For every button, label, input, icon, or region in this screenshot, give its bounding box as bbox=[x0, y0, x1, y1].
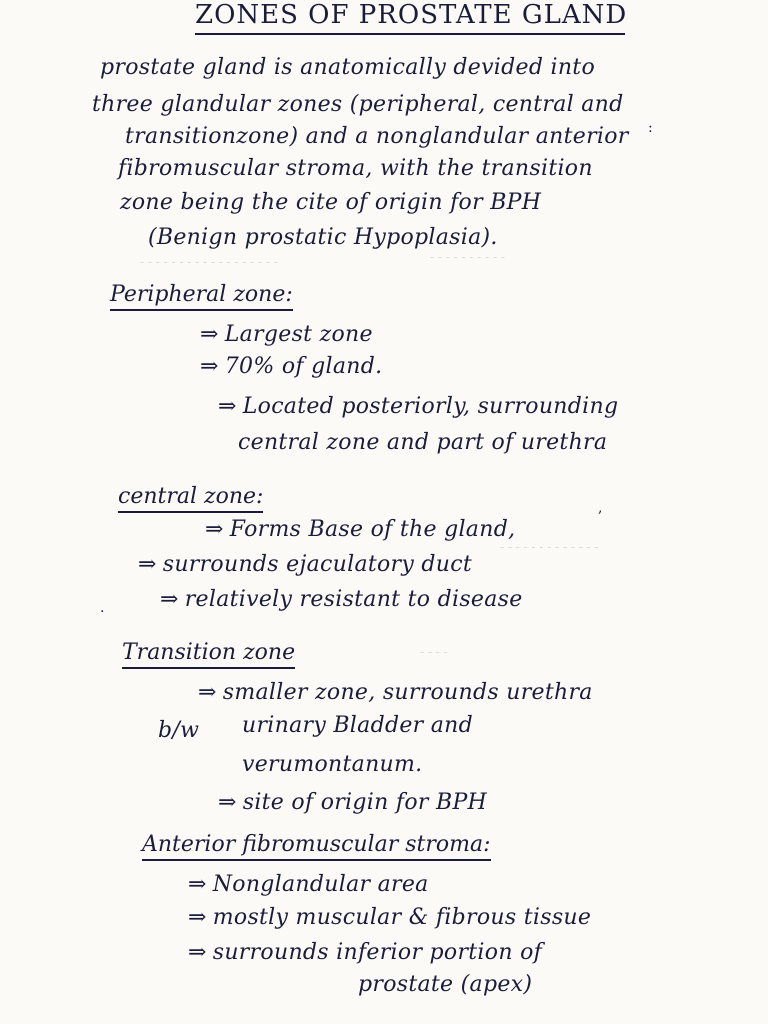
arrow-icon: ⇒ bbox=[138, 552, 157, 577]
bullet-continuation: prostate (apex) bbox=[358, 972, 533, 997]
bullet-text: Largest zone bbox=[224, 322, 373, 347]
stray-mark: . bbox=[100, 600, 105, 616]
bullet-item bbox=[218, 394, 618, 419]
intro-line: (Benign prostatic Hypoplasia). bbox=[148, 225, 498, 250]
arrow-icon: ⇒ bbox=[188, 940, 207, 965]
arrow-icon: ⇒ bbox=[205, 517, 224, 542]
arrow-icon: ⇒ bbox=[198, 680, 217, 705]
stray-mark: : bbox=[648, 120, 653, 136]
bullet-item bbox=[198, 680, 593, 705]
bullet-text: Nonglandular area bbox=[212, 872, 429, 897]
bullet-item bbox=[218, 790, 487, 815]
bullet-item bbox=[138, 552, 472, 577]
arrow-icon: ⇒ bbox=[218, 394, 237, 419]
bullet-item bbox=[160, 587, 523, 612]
bullet-item bbox=[200, 354, 382, 379]
bullet-item bbox=[200, 322, 373, 347]
bullet-text: Forms Base of the gland, bbox=[229, 517, 516, 542]
bullet-text: Located posteriorly, surrounding bbox=[242, 394, 619, 419]
bleed-through-text: - - - - - - - - - - bbox=[430, 250, 505, 264]
bullet-text: site of origin for BPH bbox=[242, 790, 488, 815]
arrow-icon: ⇒ bbox=[160, 587, 179, 612]
bullet-text: mostly muscular & fibrous tissue bbox=[212, 905, 592, 930]
bleed-through-text: - - - - - - - - - - - - - bbox=[500, 540, 599, 554]
intro-line: zone being the cite of origin for BPH bbox=[120, 190, 542, 215]
intro-line: transitionzone) and a nonglandular anterior bbox=[125, 124, 629, 149]
intro-line: fibromuscular stroma, with the transition bbox=[118, 156, 593, 181]
bullet-item bbox=[188, 940, 542, 965]
arrow-icon: ⇒ bbox=[188, 872, 207, 897]
page-title bbox=[195, 0, 627, 30]
bullet-text: surrounds inferior portion of bbox=[212, 940, 543, 965]
bullet-text: surrounds ejaculatory duct bbox=[162, 552, 473, 577]
arrow-icon: ⇒ bbox=[218, 790, 237, 815]
bullet-item bbox=[205, 517, 515, 542]
intro-line: three glandular zones (peripheral, central and bbox=[92, 92, 624, 117]
bleed-through-text: - - - - - - - - - - - - - - - - - - bbox=[140, 255, 278, 269]
section-heading-peripheral: Peripheral zone: bbox=[110, 282, 293, 311]
bullet-continuation: central zone and part of urethra bbox=[238, 430, 608, 455]
bullet-continuation: verumontanum. bbox=[242, 752, 423, 777]
bullet-text: smaller zone, surrounds urethra bbox=[222, 680, 593, 705]
arrow-icon: ⇒ bbox=[200, 354, 219, 379]
arrow-icon: ⇒ bbox=[188, 905, 207, 930]
bullet-continuation: urinary Bladder and bbox=[242, 713, 474, 738]
title-text: ZONES OF PROSTATE GLAND bbox=[195, 0, 628, 30]
intro-line: prostate gland is anatomically devided into bbox=[100, 55, 595, 80]
bullet-text: relatively resistant to disease bbox=[184, 587, 523, 612]
bullet-item bbox=[188, 872, 429, 897]
title-underline bbox=[195, 33, 625, 35]
section-heading-central: central zone: bbox=[118, 484, 263, 513]
bleed-through-text: - - - - bbox=[420, 645, 448, 659]
stray-mark: , bbox=[598, 500, 603, 516]
bullet-item bbox=[188, 905, 591, 930]
section-heading-transition: Transition zone bbox=[122, 640, 295, 669]
section-heading-anterior: Anterior fibromuscular stroma: bbox=[142, 832, 491, 861]
bullet-text: 70% of gland. bbox=[224, 354, 383, 379]
bw-label: b/w bbox=[158, 718, 200, 743]
arrow-icon: ⇒ bbox=[200, 322, 219, 347]
